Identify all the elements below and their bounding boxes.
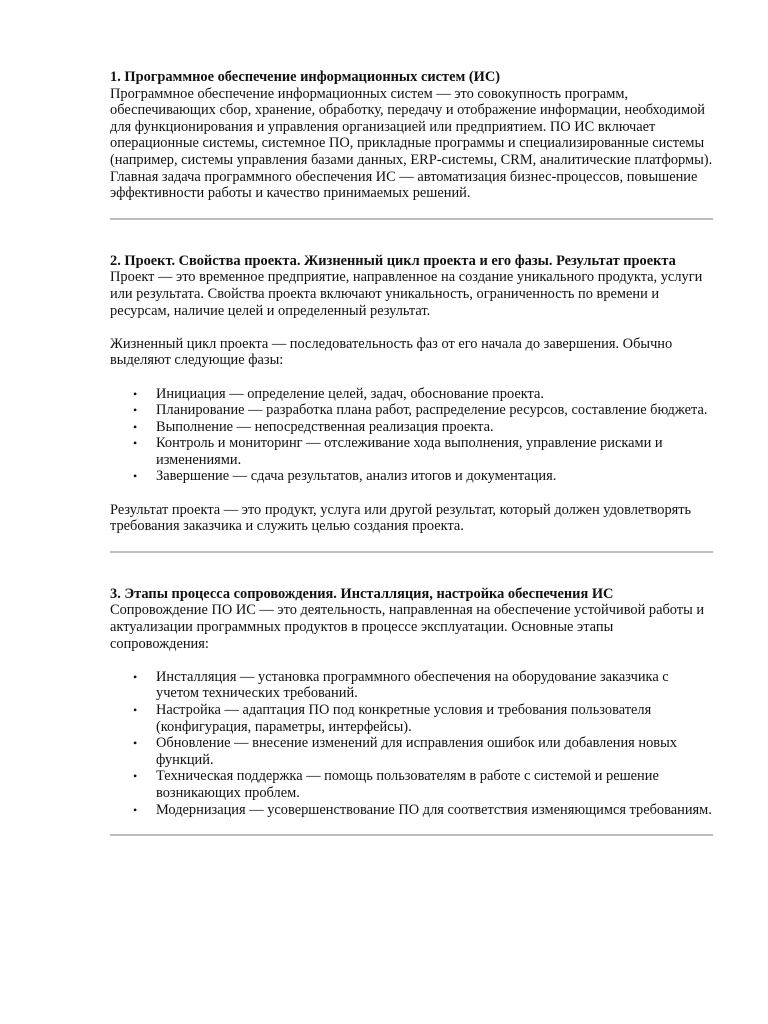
paragraph: Сопровождение ПО ИС — это деятельность, направленная на обеспечение устойчивой работы и актуализации программных продуктов в процессе эксплуатации. Основные этапы сопровождения: [110, 602, 705, 652]
maintenance-stage-list [110, 669, 713, 818]
list-item: • Техническая поддержка — помощь пользователям в работе с системой и решение возникающих проблем. [133, 768, 659, 801]
bullet-icon: • [133, 802, 138, 817]
phase-list [110, 386, 713, 486]
document-body [110, 69, 713, 869]
divider [110, 218, 713, 220]
bullet-icon: • [133, 703, 138, 717]
list-item: • Обновление — внесение изменений для исправления ошибок или добавления новых функций. [133, 735, 677, 768]
divider [110, 834, 713, 836]
bullet-icon: • [133, 736, 138, 751]
bullet-icon: • [133, 669, 138, 684]
list-item: • Инсталляция — установка программного обеспечения на оборудование заказчика с учетом технических требований. [133, 668, 669, 702]
list-item: • Модернизация — усовершенствование ПО для соответствия изменяющимся требованиям. [133, 801, 712, 818]
section-1 [110, 69, 713, 220]
section-title: 3. Этапы процесса сопровождения. Инсталляция, настройка обеспечения ИС [110, 585, 614, 602]
bullet-icon: • [133, 436, 138, 451]
bullet-icon: • [133, 469, 138, 484]
list-item: • Выполнение — непосредственная реализация проекта. [133, 418, 494, 435]
paragraph: Программное обеспечение информационных систем — это совокупность программ, обеспечивающих сбор, хранение, обработку, передачу и отображение информации, необходимой для функционирования и управления организацией или предприятием. ПО ИС включает операционные системы, системное ПО, прикладные программы и специализированные системы (например, системы управления базами данных, ERP-системы, CRM, аналитические платформы). Главная задача программного обеспечения ИС — автоматизация бизнес-процессов, повышение эффективности работы и качество принимаемых решений. [110, 85, 713, 202]
list-item: • Инициация — определение целей, задач, обоснование проекта. [133, 385, 544, 402]
bullet-icon: • [133, 386, 138, 401]
bullet-icon: • [133, 769, 138, 784]
paragraph: Жизненный цикл проекта — последовательность фаз от его начала до завершения. Обычно выделяют следующие фазы: [110, 335, 673, 369]
list-item: • Завершение — сдача результатов, анализ итогов и документация. [133, 468, 557, 485]
bullet-icon: • [133, 403, 138, 418]
bullet-icon: • [133, 419, 138, 434]
list-item: • Настройка — адаптация ПО под конкретные условия и требования пользователя (конфигурация, параметры, интерфейсы). [133, 702, 652, 735]
list-item: • Контроль и мониторинг — отслеживание хода выполнения, управление рисками и изменениями. [133, 435, 663, 468]
section-2 [110, 253, 713, 553]
paragraph: Проект — это временное предприятие, направленное на создание уникального продукта, услуги или результата. Свойства проекта включают уникальность, ограниченность по времени и ресурсам, наличие целей и определенный результат. [110, 269, 703, 319]
paragraph: Результат проекта — это продукт, услуга или другой результат, который должен удовлетворять требования заказчика и служить целью создания проекта. [110, 501, 692, 535]
section-3 [110, 586, 713, 836]
divider [110, 551, 713, 553]
list-item: • Планирование — разработка плана работ, распределение ресурсов, составление бюджета. [133, 402, 708, 419]
section-title: 1. Программное обеспечение информационных систем (ИС) [110, 69, 501, 85]
section-title: 2. Проект. Свойства проекта. Жизненный цикл проекта и его фазы. Результат проекта [110, 252, 676, 269]
